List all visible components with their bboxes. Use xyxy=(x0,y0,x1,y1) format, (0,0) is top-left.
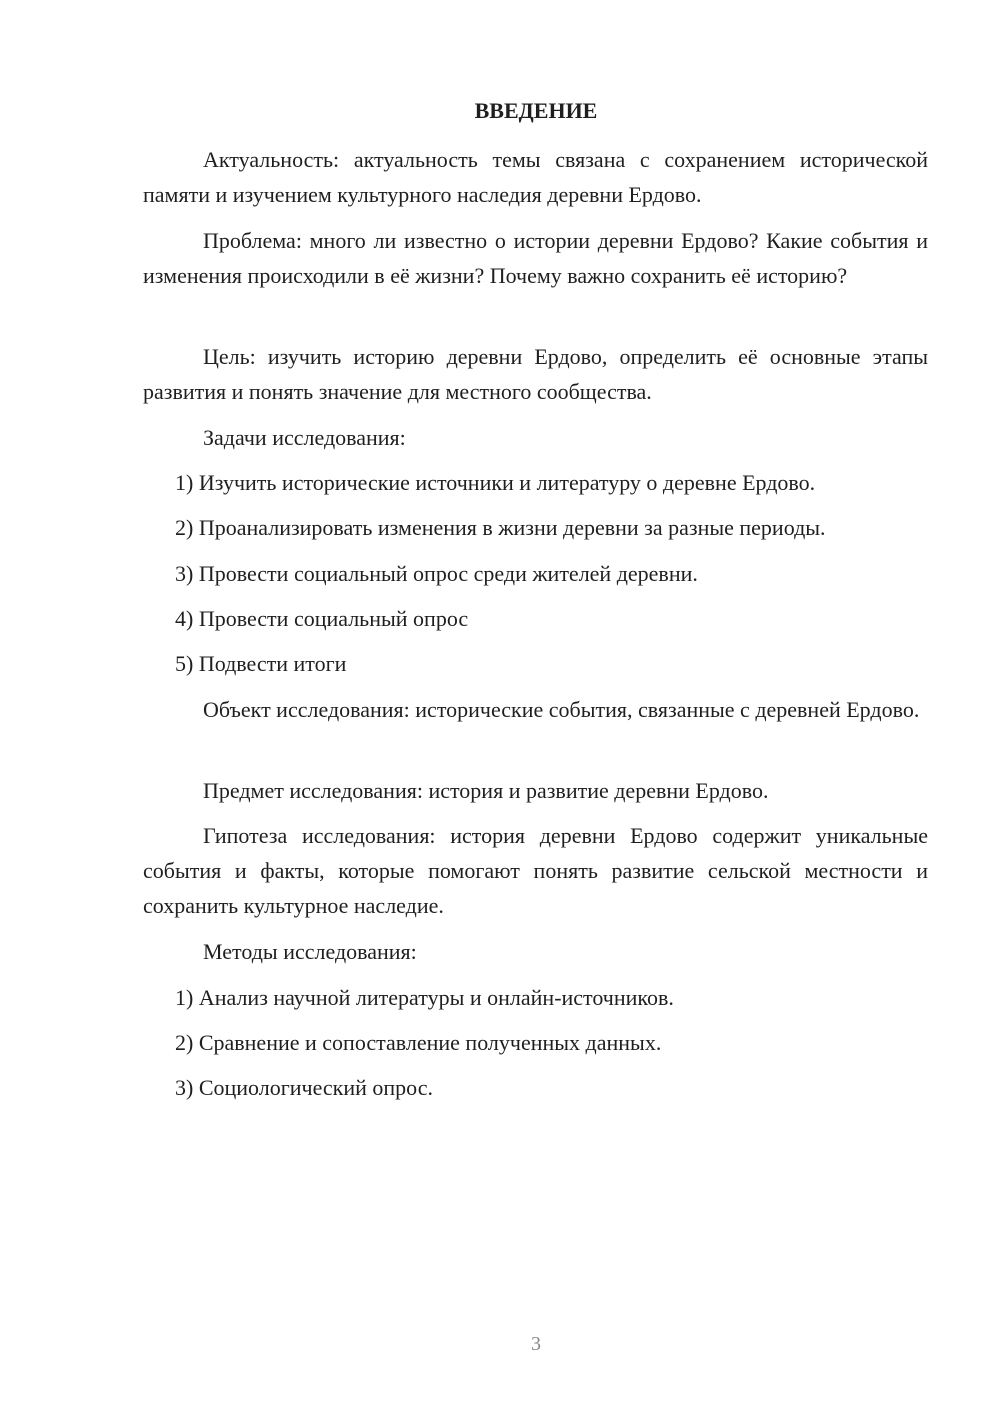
object-paragraph: Объект исследования: исторические события, связанные с деревней Ердово. xyxy=(203,697,920,722)
task-item-3: 3) Провести социальный опрос среди жителей деревни. xyxy=(175,561,698,586)
relevance-paragraph: Актуальность: актуальность темы связана с сохранением исторической памяти и изучением культурного наследия деревни Ердово. xyxy=(143,147,928,207)
task-item-5: 5) Подвести итоги xyxy=(175,651,347,676)
page-title: ВВЕДЕНИЕ xyxy=(474,98,598,123)
hypothesis-paragraph: Гипотеза исследования: история деревни Ердово содержит уникальные события и факты, которые помогают понять развитие сельской местности и сохранить культурное наследие. xyxy=(143,823,928,918)
problem-paragraph: Проблема: много ли известно о истории деревни Ердово? Какие события и изменения происходили в её жизни? Почему важно сохранить её историю? xyxy=(143,228,928,288)
goal-paragraph: Цель: изучить историю деревни Ердово, определить её основные этапы развития и понять значение для местного сообщества. xyxy=(143,344,928,404)
method-item-1: 1) Анализ научной литературы и онлайн-источников. xyxy=(175,985,674,1010)
task-item-4: 4) Провести социальный опрос xyxy=(175,606,469,631)
method-item-3: 3) Социологический опрос. xyxy=(175,1075,433,1100)
methods-heading: Методы исследования: xyxy=(203,939,417,964)
page-number: 3 xyxy=(531,1333,541,1355)
method-item-2: 2) Сравнение и сопоставление полученных данных. xyxy=(175,1030,662,1055)
tasks-heading: Задачи исследования: xyxy=(203,425,406,450)
task-item-2: 2) Проанализировать изменения в жизни деревни за разные периоды. xyxy=(175,515,826,540)
subject-paragraph: Предмет исследования: история и развитие деревни Ердово. xyxy=(203,778,769,803)
task-item-1: 1) Изучить исторические источники и литературу о деревне Ердово. xyxy=(175,470,816,495)
